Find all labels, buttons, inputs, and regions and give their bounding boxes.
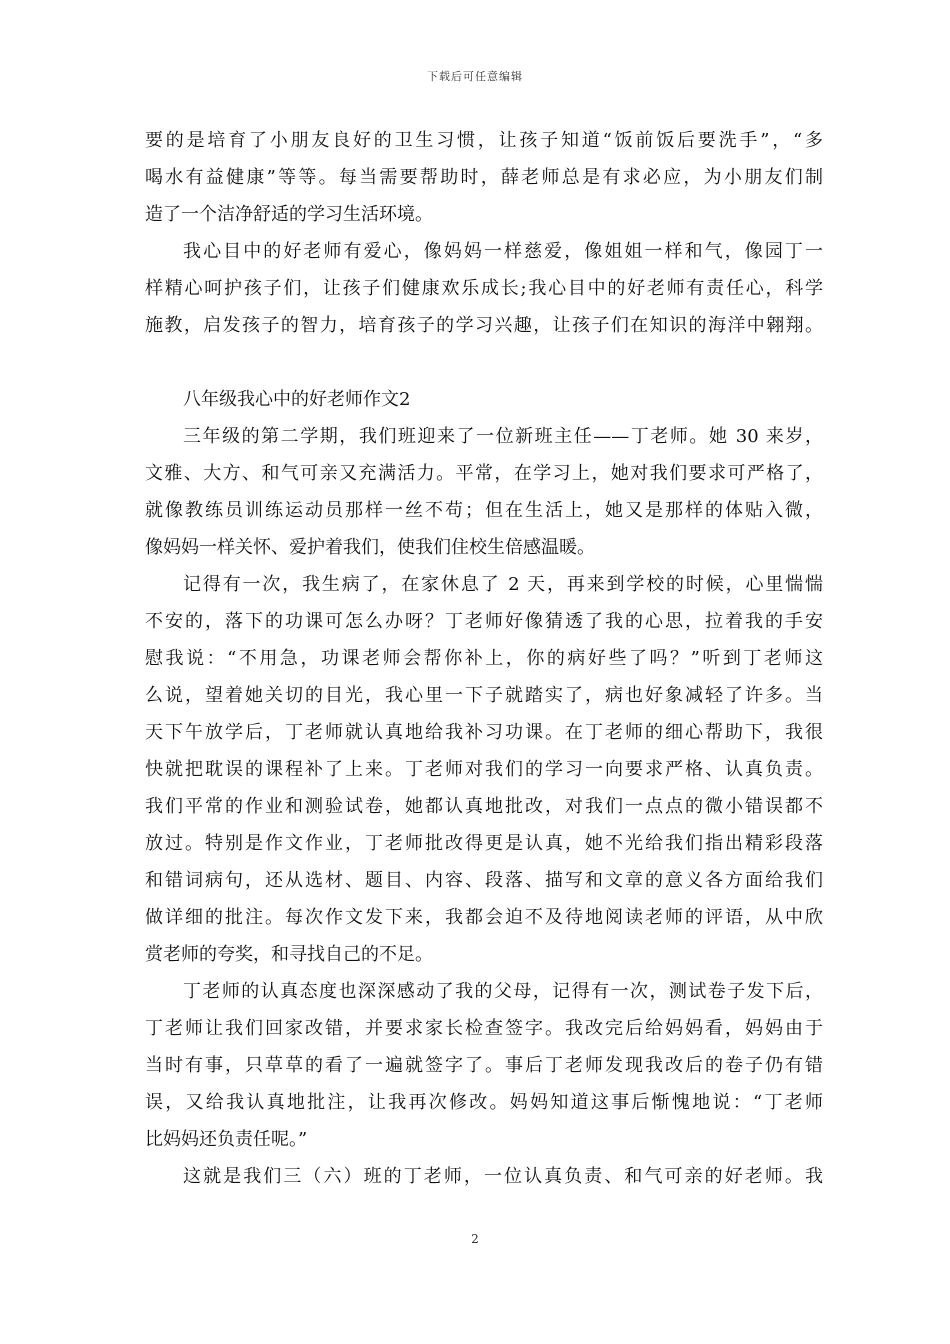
text-line: 做详细的批注。每次作文发下来，我都会迫不及待地阅读老师的评语，从中欣 bbox=[145, 907, 823, 928]
section-title: 八年级我心中的好老师作文2 bbox=[183, 389, 411, 410]
text-line: 放过。特别是作文作业，丁老师批改得更是认真，她不光给我们指出精彩段落 bbox=[145, 833, 823, 854]
text-line: 施教，启发孩子的智力，培育孩子的学习兴趣，让孩子们在知识的海洋中翱翔。 bbox=[145, 315, 823, 336]
text-line: 造了一个洁净舒适的学习生活环境。 bbox=[145, 204, 433, 225]
text-line: 要的是培育了小朋友良好的卫生习惯，让孩子知道“饭前饭后要洗手”，“多 bbox=[145, 130, 823, 151]
paragraph bbox=[145, 1158, 823, 1195]
text-line: 当时有事，只草草的看了一遍就签字了。事后丁老师发现我改后的卷子仍有错 bbox=[145, 1055, 823, 1076]
text-line: 这就是我们三（六）班的丁老师，一位认真负责、和气可亲的好老师。我 bbox=[183, 1166, 823, 1187]
text-line: 文雅、大方、和气可亲又充满活力。平常，在学习上，她对我们要求可严格了， bbox=[145, 463, 823, 484]
paragraph bbox=[145, 233, 823, 344]
text-line: 记得有一次，我生病了，在家休息了 2 天，再来到学校的时候，心里惴惴 bbox=[183, 574, 823, 595]
page-header: 下载后可任意编辑 bbox=[427, 70, 523, 83]
text-line: 快就把耽误的课程补了上来。丁老师对我们的学习一向要求严格、认真负责。 bbox=[145, 759, 823, 780]
text-line: 我们平常的作业和测验试卷，她都认真地批改，对我们一点点的微小错误都不 bbox=[145, 796, 823, 817]
text-line: 和错词病句，还从选材、题目、内容、段落、描写和文章的意义各方面给我们 bbox=[145, 870, 823, 891]
text-line: 我心目中的好老师有爱心，像妈妈一样慈爱，像姐姐一样和气，像园丁一 bbox=[183, 241, 823, 262]
text-line: 不安的，落下的功课可怎么办呀？丁老师好像猜透了我的心思，拉着我的手安 bbox=[145, 611, 823, 632]
section-heading bbox=[145, 381, 823, 418]
text-line: 比妈妈还负责任呢。” bbox=[145, 1129, 308, 1150]
text-line: 慰我说：“不用急，功课老师会帮你补上，你的病好些了吗？”听到丁老师这 bbox=[145, 648, 823, 669]
text-line: 像妈妈一样关怀、爱护着我们，使我们住校生倍感温暖。 bbox=[145, 537, 595, 558]
text-line: 喝水有益健康”等等。每当需要帮助时，薛老师总是有求必应，为小朋友们制 bbox=[145, 167, 823, 188]
text-line: 么说，望着她关切的目光，我心里一下子就踏实了，病也好象减轻了许多。当 bbox=[145, 685, 823, 706]
text-line: 就像教练员训练运动员那样一丝不苟；但在生活上，她又是那样的体贴入微， bbox=[145, 500, 823, 521]
text-line: 丁老师的认真态度也深深感动了我的父母，记得有一次，测试卷子发下后， bbox=[183, 981, 823, 1002]
text-line: 天下午放学后，丁老师就认真地给我补习功课。在丁老师的细心帮助下，我很 bbox=[145, 722, 823, 743]
text-line: 赏老师的夸奖，和寻找自己的不足。 bbox=[145, 944, 433, 965]
paragraph bbox=[145, 418, 823, 566]
document-body bbox=[145, 122, 823, 1195]
paragraph bbox=[145, 566, 823, 973]
text-line: 三年级的第二学期，我们班迎来了一位新班主任——丁老师。她 30 来岁， bbox=[183, 426, 823, 447]
text-line: 误，又给我认真地批注，让我再次修改。妈妈知道这事后惭愧地说：“丁老师 bbox=[145, 1092, 823, 1113]
text-line: 样精心呵护孩子们，让孩子们健康欢乐成长;我心目中的好老师有责任心，科学 bbox=[145, 278, 823, 299]
page-number: 2 bbox=[471, 1232, 479, 1246]
text-line: 丁老师让我们回家改错，并要求家长检查签字。我改完后给妈妈看，妈妈由于 bbox=[145, 1018, 823, 1039]
paragraph bbox=[145, 122, 823, 233]
blank-line bbox=[145, 344, 823, 381]
paragraph bbox=[145, 973, 823, 1158]
